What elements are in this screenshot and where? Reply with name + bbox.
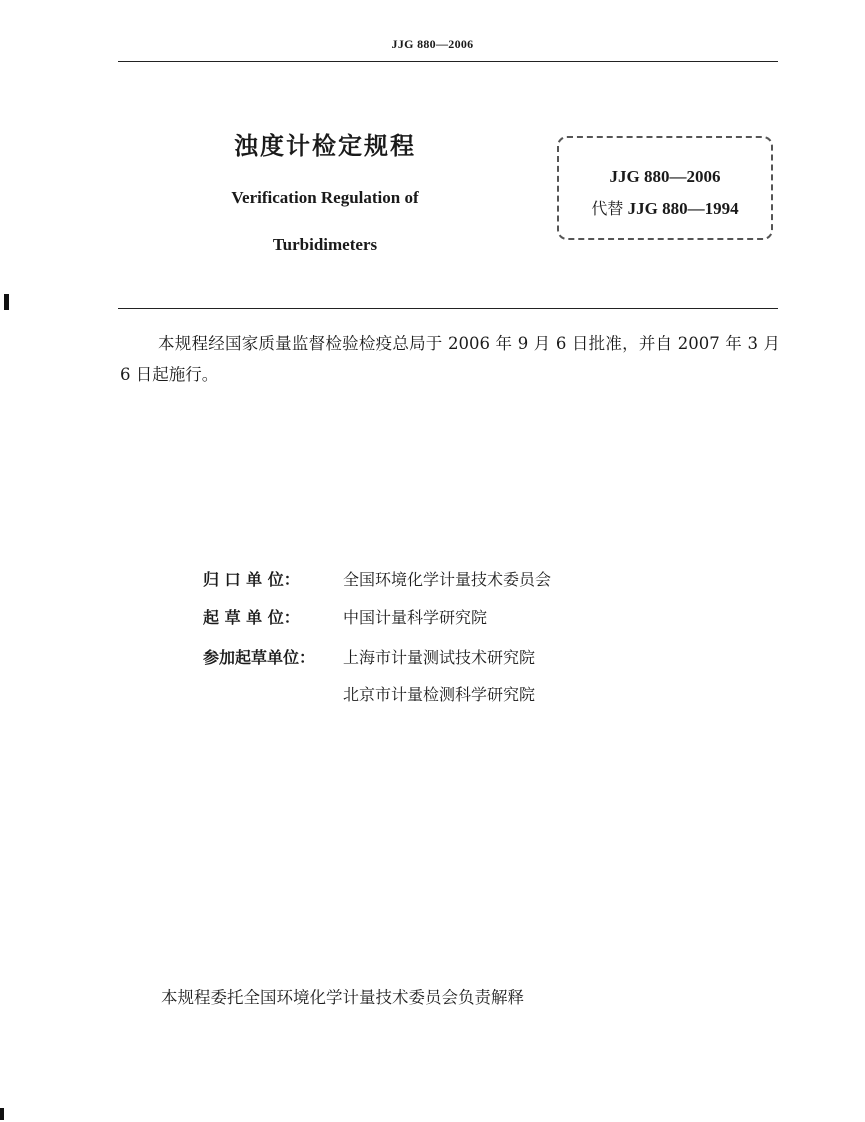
replaces-prefix: 代替: [591, 199, 624, 218]
org-value-participating-2: 北京市计量检测科学研究院: [343, 685, 536, 704]
org-label-participating: 参加起草单位：: [203, 648, 316, 667]
org-row-participating: [203, 645, 535, 679]
scan-mark: [0, 1108, 4, 1120]
approval-paragraph: 本规程经国家质量监督检验检疫总局于 2006 年 9 月 6 日批准，并自 2007 年 3 月 6 日起施行。: [120, 334, 780, 384]
standard-code-box: [557, 136, 773, 240]
title-english-line1: Verification Regulation of: [231, 188, 419, 207]
org-row-responsible: [203, 567, 551, 601]
org-label-drafting: 起 草 单 位：: [203, 608, 300, 627]
interpretation-note: 本规程委托全国环境化学计量技术委员会负责解释: [161, 988, 524, 1007]
replaces-code: JJG 880—1994: [627, 199, 739, 218]
section-rule: [118, 308, 778, 309]
org-row-participating-cont: [343, 682, 535, 716]
scan-mark: [4, 294, 9, 310]
org-value-responsible: 全国环境化学计量技术委员会: [343, 570, 552, 589]
replaces-line: [559, 196, 771, 219]
org-label-responsible: 归 口 单 位：: [203, 570, 300, 589]
title-chinese: 浊度计检定规程: [234, 132, 416, 160]
org-value-participating-1: 上海市计量测试技术研究院: [343, 648, 536, 667]
org-value-drafting: 中国计量科学研究院: [343, 608, 488, 627]
running-head: JJG 880—2006: [391, 37, 474, 51]
title-english-line2: Turbidimeters: [272, 235, 378, 254]
standard-code: JJG 880—2006: [609, 167, 721, 186]
header-rule: [118, 61, 778, 62]
org-row-drafting: [203, 605, 487, 639]
